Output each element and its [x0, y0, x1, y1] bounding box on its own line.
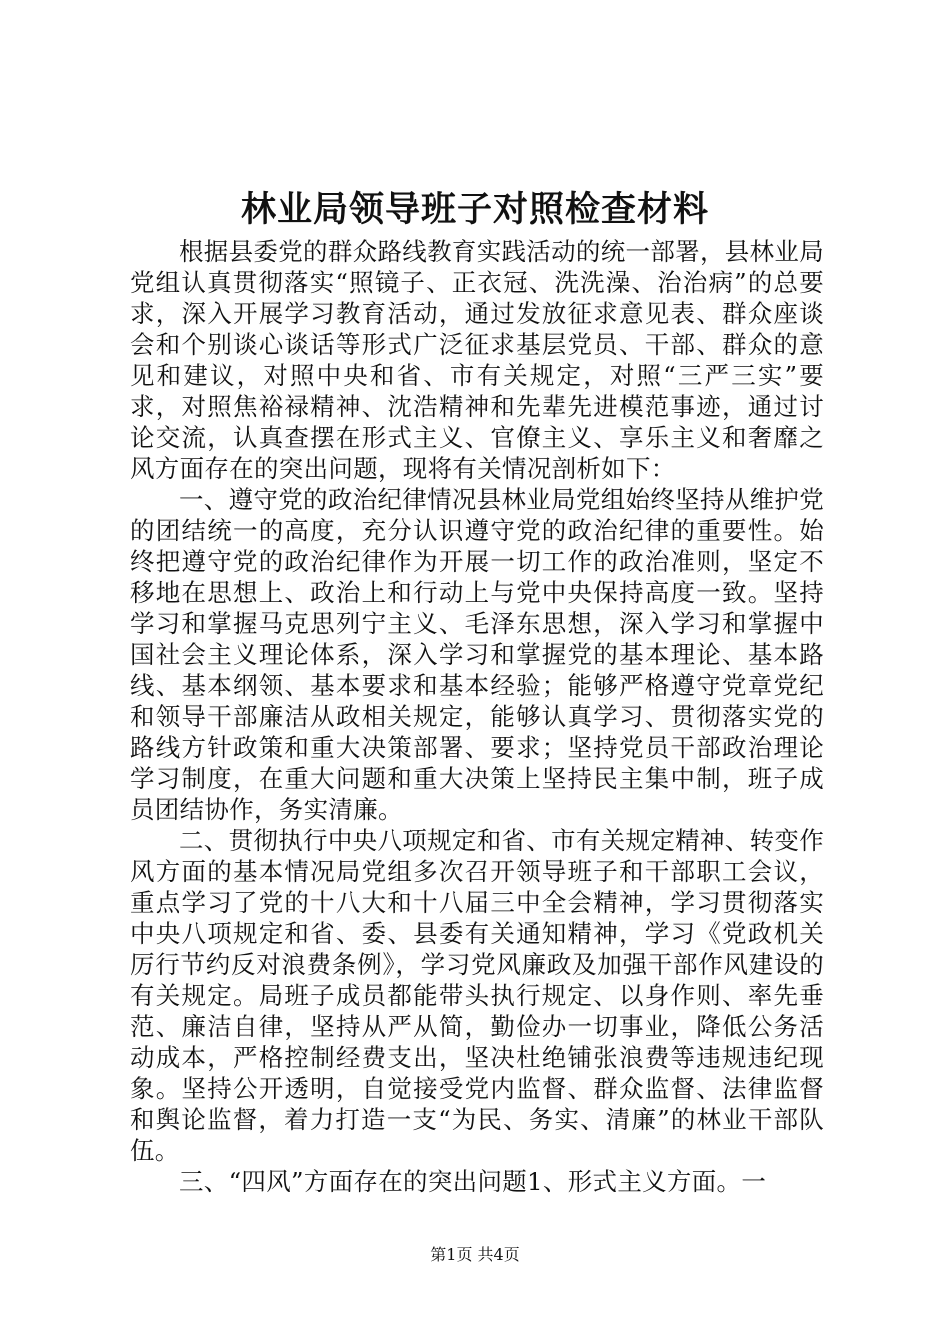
page-number-footer: 第1页 共4页 — [430, 1245, 520, 1264]
paragraph-four-styles: 三、“四风”方面存在的突出问题1、形式主义方面。一 — [179, 1167, 767, 1196]
document-body — [130, 236, 824, 1197]
paragraph-political-discipline: 一、遵守党的政治纪律情况县林业局党组始终坚持从维护党的团结统一的高度，充分认识遵守党的政治纪律的重要性。始终把遵守党的政治纪律作为开展一切工作的政治准则，坚定不移地在思想上、政治上和行动上与党中央保持高度一致。坚持学习和掌握马克思列宁主义、毛泽东思想，深入学习和掌握中国社会主义理论体系，深入学习和掌握党的基本理论、基本路线、基本纲领、基本要求和基本经验；能够严格遵守党章党纪和领导干部廉洁从政相关规定，能够认真学习、贯彻落实党的路线方针政策和重大决策部署、要求；坚持党员干部政治理论学习制度，在重大问题和重大决策上坚持民主集中制，班子成员团结协作，务实清廉。 — [130, 485, 824, 824]
document-title: 林业局领导班子对照检查材料 — [240, 189, 709, 230]
paragraph-intro: 根据县委党的群众路线教育实践活动的统一部署，县林业局党组认真贯彻落实“照镜子、正衣冠、洗洗澡、治治病”的总要求，深入开展学习教育活动，通过发放征求意见表、群众座谈会和个别谈心谈话等形式广泛征求基层党员、干部、群众的意见和建议，对照中央和省、市有关规定，对照“三严三实”要求，对照焦裕禄精神、沈浩精神和先辈先进模范事迹，通过讨论交流，认真查摆在形式主义、官僚主义、享乐主义和奢靡之风方面存在的突出问题，现将有关情况剖析如下： — [130, 237, 824, 483]
paragraph-eight-regulations: 二、贯彻执行中央八项规定和省、市有关规定精神、转变作风方面的基本情况局党组多次召开领导班子和干部职工会议，重点学习了党的十八大和十八届三中全会精神，学习贯彻落实中央八项规定和省、委、县委有关通知精神，学习《党政机关厉行节约反对浪费条例》，学习党风廉政及加强干部作风建设的有关规定。局班子成员都能带头执行规定、以身作则、率先垂范、廉洁自律，坚持从严从简，勤俭办一切事业，降低公务活动成本，严格控制经费支出，坚决杜绝铺张浪费等违规违纪现象。坚持公开透明，自觉接受党内监督、群众监督、法律监督和舆论监督，着力打造一支“为民、务实、清廉”的林业干部队伍。 — [130, 826, 824, 1165]
